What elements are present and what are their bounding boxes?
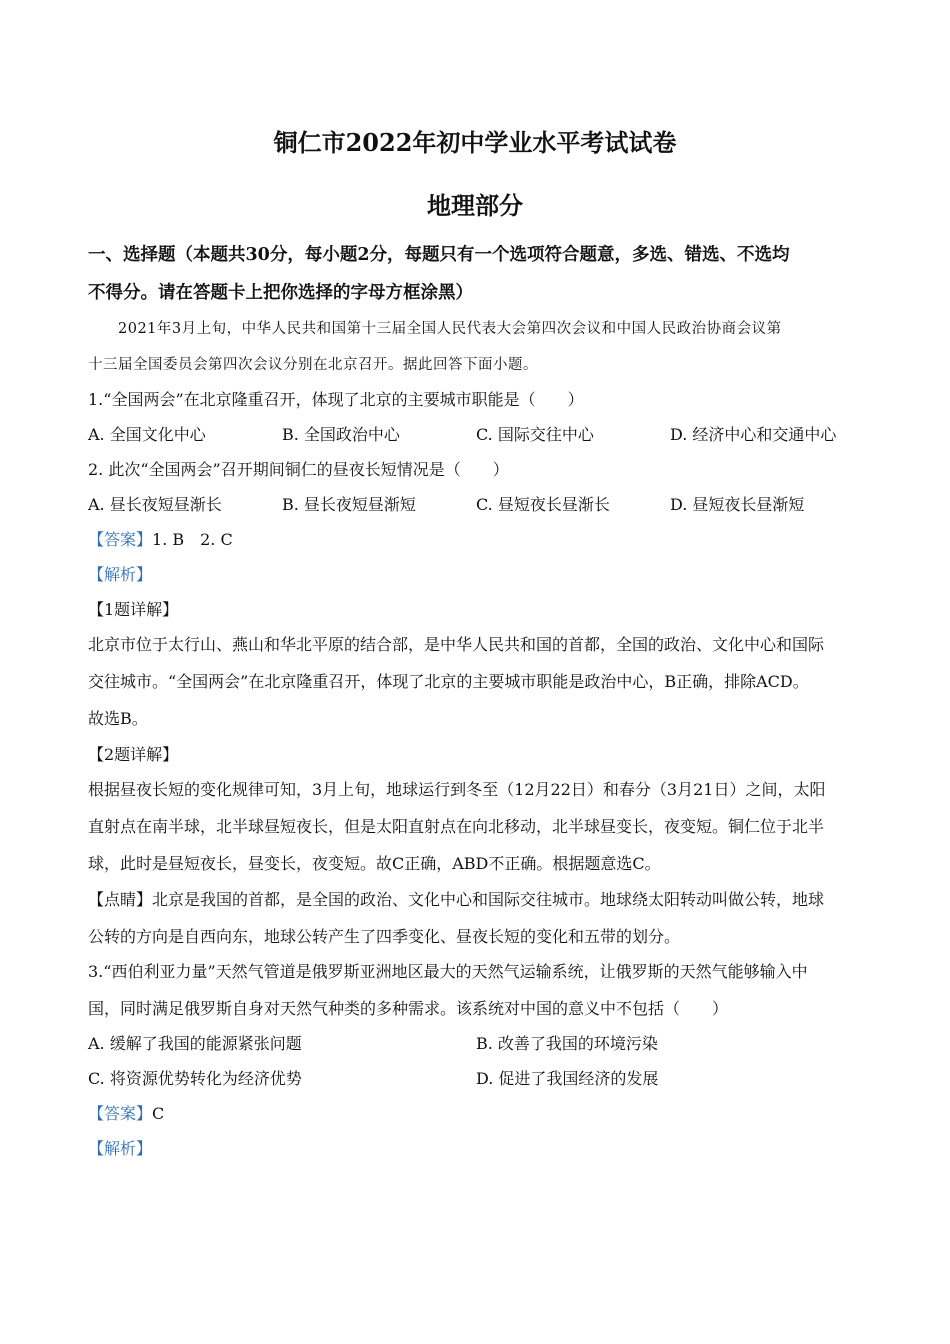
- q1-option-a: A. 全国文化中心: [88, 425, 206, 444]
- q3-option-c: C. 将资源优势转化为经济优势: [88, 1069, 302, 1088]
- detail-2-line: 球，此时是昼短夜长，昼变长，夜变短。故C正确，ABD不正确。根据题意选C。: [88, 854, 661, 873]
- answer-3: [88, 1103, 863, 1125]
- tip-line2: 公转的方向是自西向东，地球公转产生了四季变化、昼夜长短的变化和五带的划分。: [88, 927, 681, 946]
- q2-option-c: C. 昼短夜长昼渐长: [476, 495, 610, 514]
- q2-option-b: B. 昼长夜短昼渐短: [282, 495, 416, 514]
- detail-2-line: 直射点在南半球，北半球昼短夜长，但是太阳直射点在向北移动，北半球昼变长，夜变短。铜仁位于北半: [88, 817, 825, 836]
- detail-2-line: 根据昼夜长短的变化规律可知，3月上旬，地球运行到冬至（12月22日）和春分（3月21日）之间，太阳: [88, 780, 826, 799]
- tip-line1: [88, 889, 863, 911]
- answer-tag: 【答案】: [88, 530, 153, 549]
- q3-stem-line2: 国，同时满足俄罗斯自身对天然气种类的多种需求。该系统对中国的意义中不包括（ ）: [88, 999, 729, 1018]
- detail-1-line: 交往城市。“全国两会”在北京隆重召开，体现了北京的主要城市职能是政治中心，B正确，排除ACD。: [88, 672, 809, 691]
- q3-option-a: A. 缓解了我国的能源紧张问题: [88, 1034, 302, 1053]
- section-heading-line2: 不得分。请在答题卡上把你选择的字母方框涂黑）: [88, 283, 473, 303]
- q3-option-d: D. 促进了我国经济的发展: [476, 1069, 659, 1088]
- answer-1-2: [88, 529, 863, 551]
- q3-stem-line1: 3.“西伯利亚力量”天然气管道是俄罗斯亚洲地区最大的天然气运输系统，让俄罗斯的天然气能够输入中: [88, 962, 808, 981]
- q1-stem: 1.“全国两会”在北京隆重召开，体现了北京的主要城市职能是（ ）: [88, 390, 584, 409]
- intro-line1: 2021年3月上旬，中华人民共和国第十三届全国人民代表大会第四次会议和中国人民政治协商会议第: [118, 321, 782, 337]
- q2-option-d: D. 昼短夜长昼渐短: [670, 495, 805, 514]
- detail-1-line: 北京市位于太行山、燕山和华北平原的结合部，是中华人民共和国的首都，全国的政治、文化中心和国际: [88, 635, 825, 654]
- answer-text: C: [152, 1104, 165, 1123]
- tip-text: 北京是我国的首都，是全国的政治、文化中心和国际交往城市。地球绕太阳转动叫做公转，地球: [152, 890, 825, 909]
- analysis-tag: 【解析】: [88, 1139, 153, 1158]
- q2-stem: 2. 此次“全国两会”召开期间铜仁的昼夜长短情况是（ ）: [88, 460, 509, 479]
- detail-1-tag: 【1题详解】: [88, 600, 179, 619]
- section-heading-line1: 一、选择题（本题共30分，每小题2分，每题只有一个选项符合题意，多选、错选、不选均: [88, 245, 790, 265]
- q1-option-b: B. 全国政治中心: [282, 425, 400, 444]
- answer-tag: 【答案】: [88, 1104, 153, 1123]
- intro-line2: 十三届全国委员会第四次会议分别在北京召开。据此回答下面小题。: [88, 357, 538, 373]
- q1-option-c: C. 国际交往中心: [476, 425, 594, 444]
- q1-option-d: D. 经济中心和交通中心: [670, 425, 837, 444]
- page-title: 铜仁市2022年初中学业水平考试试卷: [273, 128, 677, 157]
- detail-2-tag: 【2题详解】: [88, 745, 179, 764]
- detail-1-line: 故选B。: [88, 709, 148, 728]
- tip-tag: 【点睛】: [88, 890, 153, 909]
- page-subtitle: 地理部分: [427, 191, 523, 220]
- q2-option-a: A. 昼长夜短昼渐长: [88, 495, 222, 514]
- analysis-tag: 【解析】: [88, 565, 153, 584]
- q3-option-b: B. 改善了我国的环境污染: [476, 1034, 658, 1053]
- answer-text: 1. B 2. C: [152, 530, 233, 549]
